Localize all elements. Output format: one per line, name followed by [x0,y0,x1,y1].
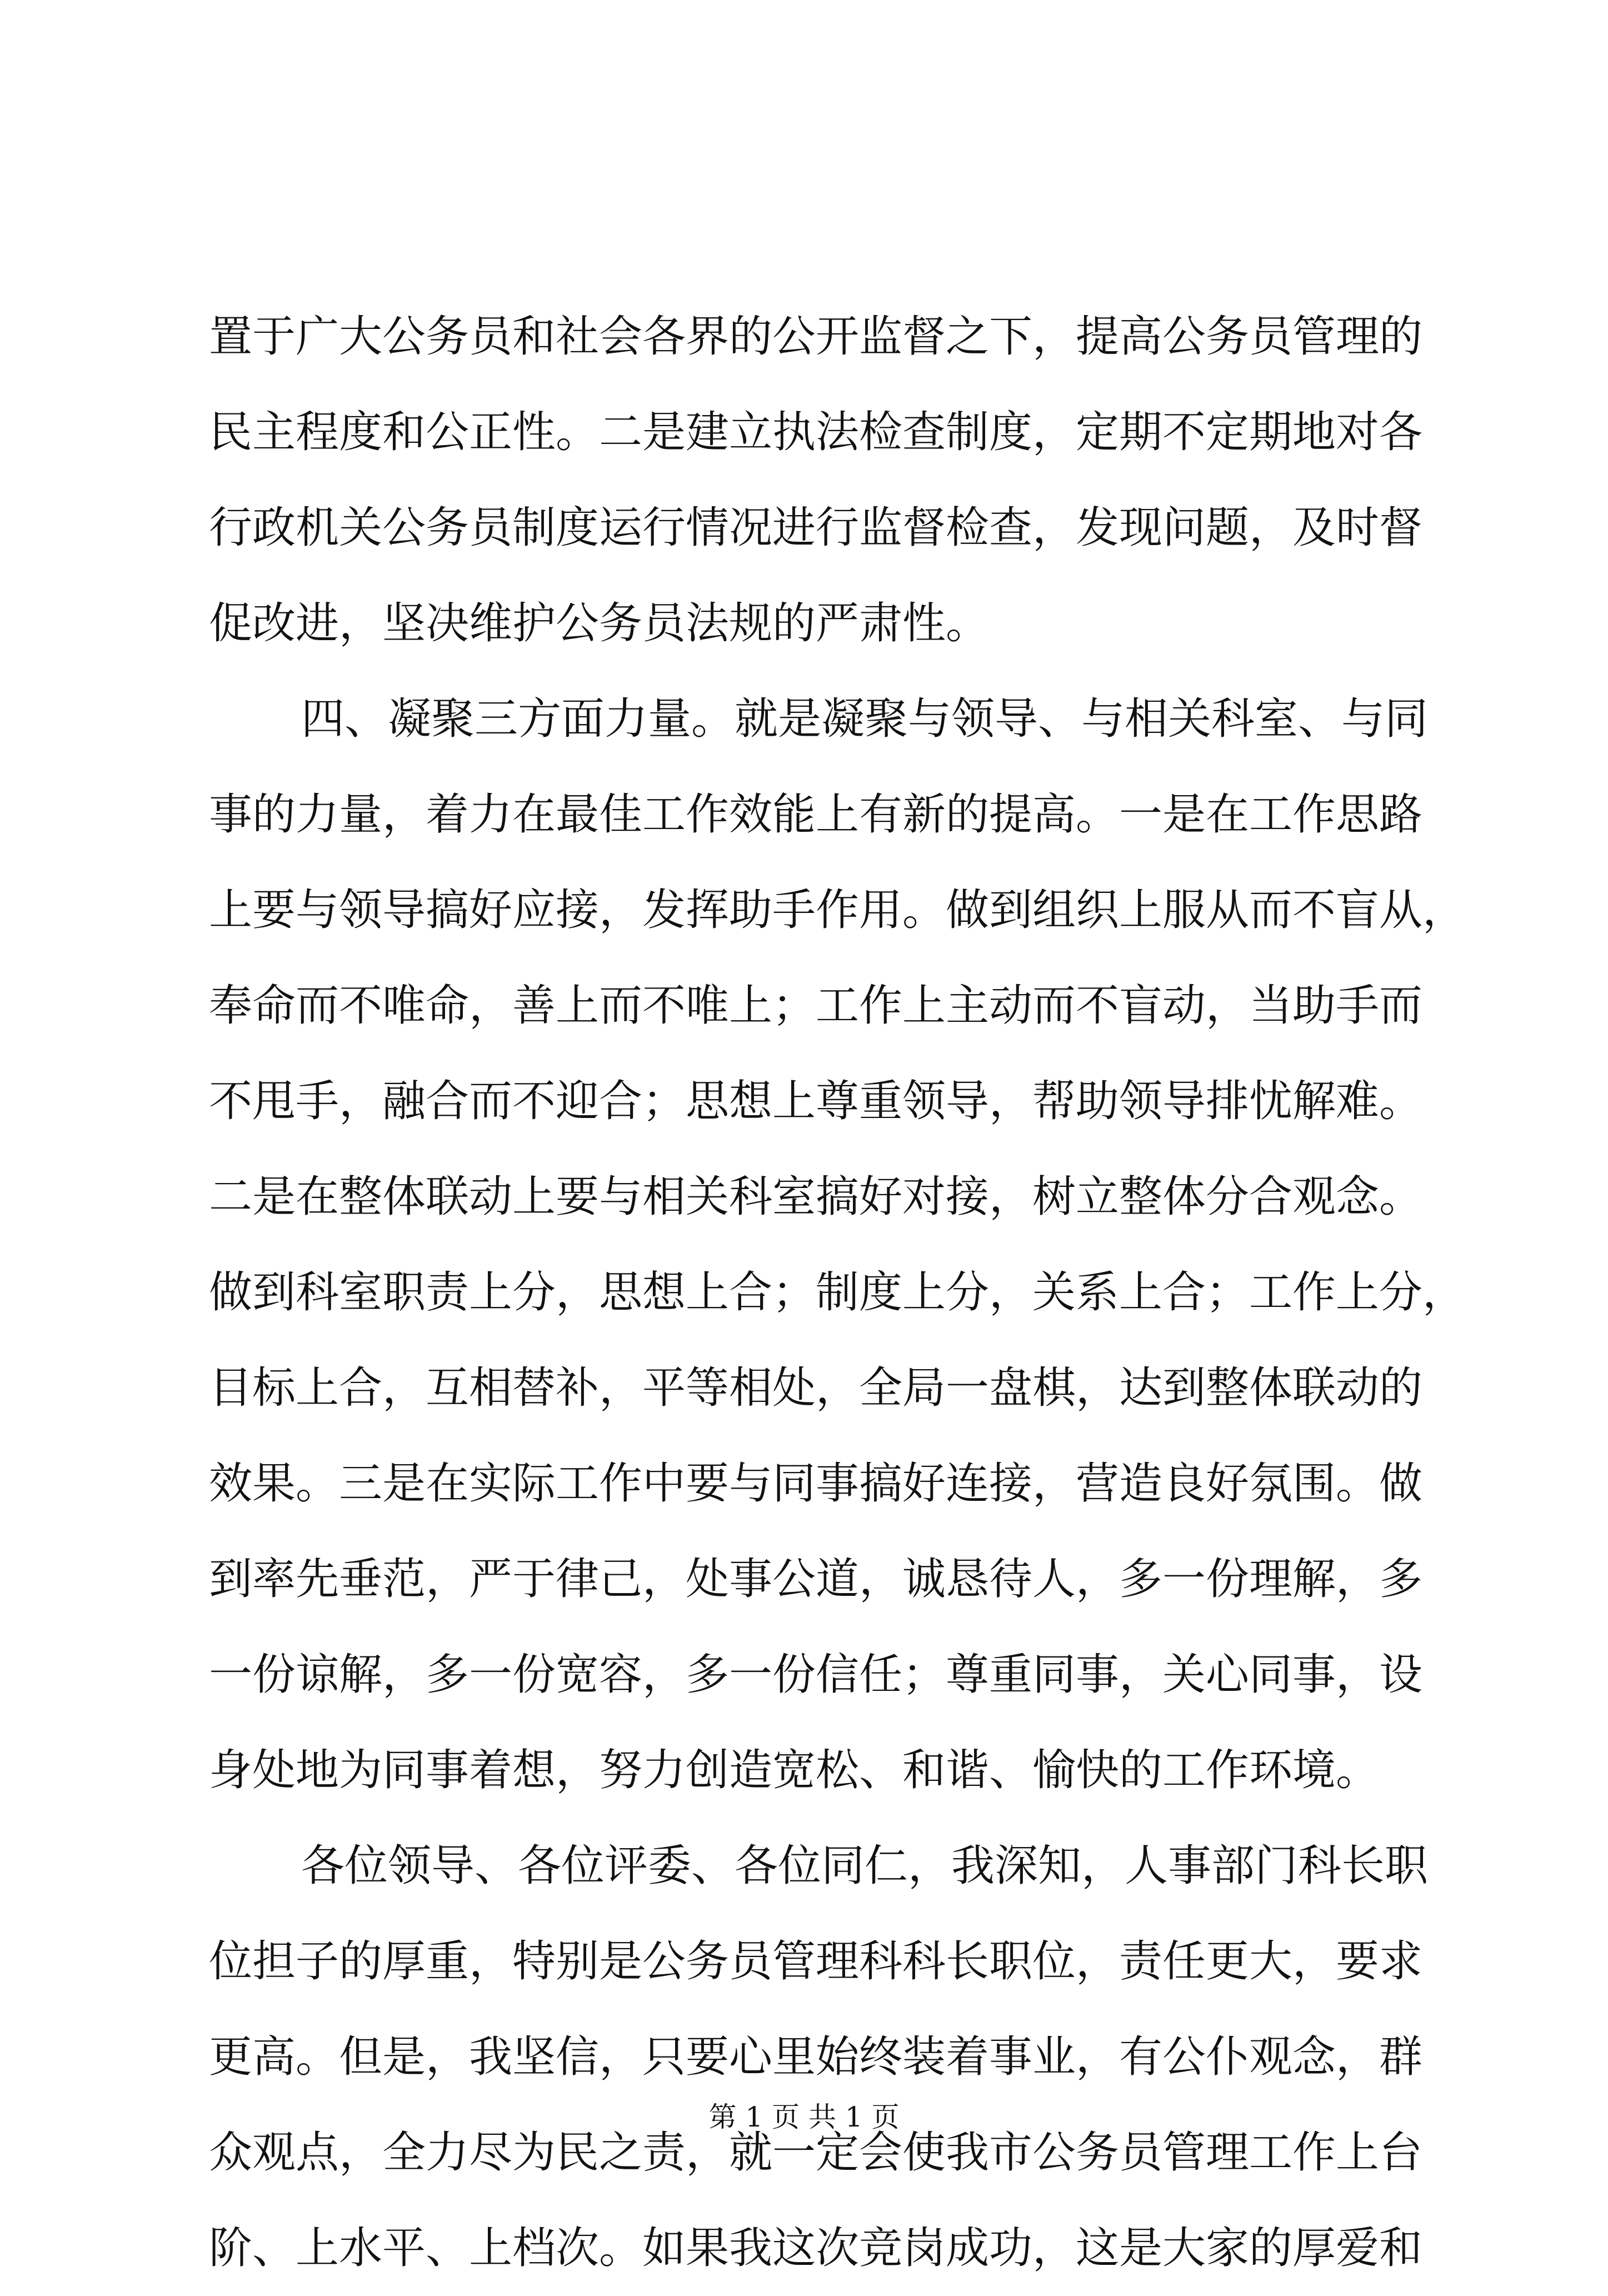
text-line: 效果。三是在实际工作中要与同事搞好连接，营造良好氛围。做 [209,1459,1423,1509]
text-line: 做到科室职责上分，思想上合；制度上分，关系上合；工作上分， [209,1267,1466,1317]
text-line: 四、凝聚三方面力量。就是凝聚与领导、与相关科室、与同 [301,694,1429,744]
document-body [209,289,1466,2296]
text-line: 民主程度和公正性。二是建立执法检查制度，定期不定期地对各 [209,407,1423,457]
page-number-footer: 第 1 页 共 1 页 [708,2101,900,2133]
text-line: 事的力量，着力在最佳工作效能上有新的提高。一是在工作思路 [209,790,1423,840]
text-line: 上要与领导搞好应接，发挥助手作用。做到组织上服从而不盲从， [209,885,1466,935]
text-line: 二是在整体联动上要与相关科室搞好对接，树立整体分合观念。 [209,1172,1423,1222]
text-line: 促改进，坚决维护公务员法规的严肃性。 [209,598,990,648]
text-line: 身处地为同事着想，努力创造宽松、和谐、愉快的工作环境。 [209,1745,1380,1795]
text-line: 各位领导、各位评委、各位同仁，我深知，人事部门科长职 [301,1841,1429,1891]
text-line: 众观点，全力尽为民之责，就一定会使我市公务员管理工作上台 [209,2128,1423,2178]
text-line: 不甩手，融合而不迎合；思想上尊重领导，帮助领导排忧解难。 [209,1076,1423,1126]
text-line: 行政机关公务员制度运行情况进行监督检查，发现问题，及时督 [209,503,1423,553]
text-line: 位担子的厚重，特别是公务员管理科科长职位，责任更大，要求 [209,1936,1423,1986]
text-line: 置于广大公务员和社会各界的公开监督之下，提高公务员管理的 [209,312,1423,362]
text-line: 到率先垂范，严于律己，处事公道，诚恳待人，多一份理解，多 [209,1554,1423,1604]
text-line: 目标上合，互相替补，平等相处，全局一盘棋，达到整体联动的 [209,1363,1423,1413]
text-line: 奉命而不唯命，善上而不唯上；工作上主动而不盲动，当助手而 [209,981,1423,1031]
text-line: 阶、上水平、上档次。如果我这次竞岗成功，这是大家的厚爱和 [209,2223,1423,2273]
text-line: 一份谅解，多一份宽容，多一份信任；尊重同事，关心同事，设 [209,1650,1423,1700]
text-line: 更高。但是，我坚信，只要心里始终装着事业，有公仆观念，群 [209,2032,1423,2082]
